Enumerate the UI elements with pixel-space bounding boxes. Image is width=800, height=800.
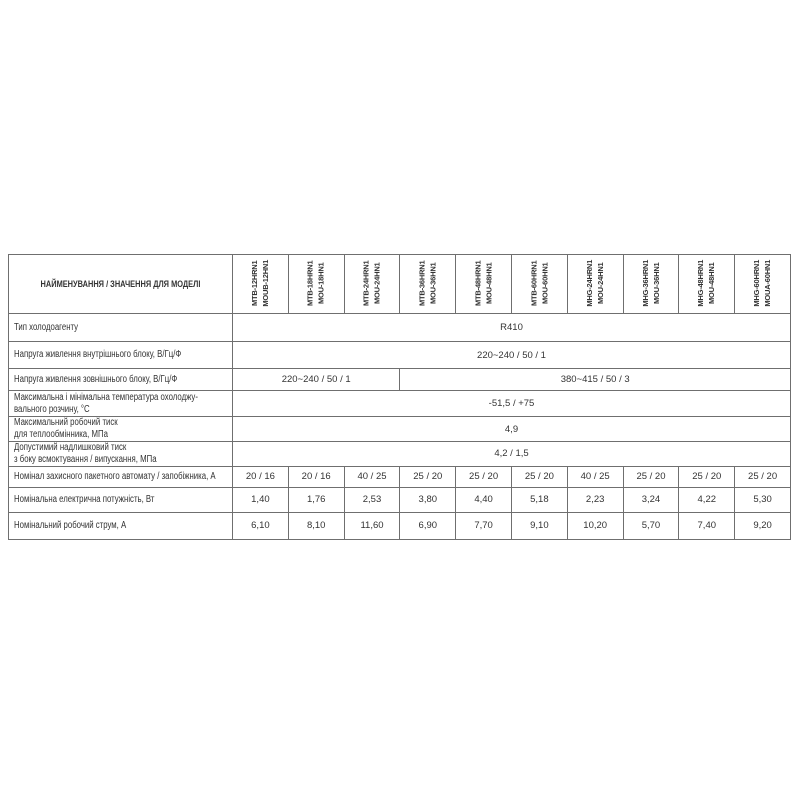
table-row xyxy=(9,391,791,417)
value-cell: R410 xyxy=(233,314,791,342)
value-cell: 7,40 xyxy=(679,512,735,539)
model-name-rotated: MTB-36HRN1 MOU-36HN1 xyxy=(417,260,438,306)
value-cell: 25 / 20 xyxy=(400,466,456,487)
row-label: Номінал захисного пакетного автомату / запобіжника, А xyxy=(9,466,233,487)
value-cell: 220~240 / 50 / 1 xyxy=(233,342,791,369)
model-column-header xyxy=(511,255,567,314)
value-cell: 1,76 xyxy=(288,487,344,512)
value-cell: 2,53 xyxy=(344,487,400,512)
value-cell: 5,18 xyxy=(511,487,567,512)
model-name-rotated: MHG-60HRN1 MOUA-60HN1 xyxy=(752,259,773,307)
model-name-rotated: MTB-48HRN1 MOU-48HN1 xyxy=(473,260,494,306)
table-row xyxy=(9,512,791,539)
corner-header-label: НАЙМЕНУВАННЯ / ЗНАЧЕННЯ ДЛЯ МОДЕЛІ xyxy=(40,278,201,290)
model-column-header xyxy=(735,255,791,314)
value-cell: 25 / 20 xyxy=(623,466,679,487)
model-column-header xyxy=(400,255,456,314)
value-cell: 25 / 20 xyxy=(456,466,512,487)
row-label: Напруга живлення зовнішнього блоку, В/Гц/Ф xyxy=(9,369,233,391)
value-cell: 25 / 20 xyxy=(511,466,567,487)
model-name-rotated: MTB-12HRN1 MOUB-12HN1 xyxy=(250,259,271,307)
value-cell: 5,70 xyxy=(623,512,679,539)
value-cell: 380~415 / 50 / 3 xyxy=(400,369,791,391)
row-label: Тип холодоагенту xyxy=(9,314,233,342)
value-cell: 1,40 xyxy=(233,487,289,512)
model-name-rotated: MHG-36HRN1 MOU-36HN1 xyxy=(640,259,661,307)
model-column-header xyxy=(288,255,344,314)
value-cell: 4,40 xyxy=(456,487,512,512)
value-cell: 25 / 20 xyxy=(679,466,735,487)
table-row xyxy=(9,369,791,391)
value-cell: 4,2 / 1,5 xyxy=(233,442,791,467)
table-row xyxy=(9,314,791,342)
model-column-header xyxy=(567,255,623,314)
model-column-header xyxy=(233,255,289,314)
table-row xyxy=(9,417,791,442)
value-cell: 40 / 25 xyxy=(344,466,400,487)
value-cell: 20 / 16 xyxy=(288,466,344,487)
model-name-rotated: MTB-60HRN1 MOU-60HN1 xyxy=(529,260,550,306)
value-cell: 3,24 xyxy=(623,487,679,512)
model-name-rotated: MHG-48HRN1 MOU-48HN1 xyxy=(696,259,717,307)
table-row xyxy=(9,466,791,487)
value-cell: 6,10 xyxy=(233,512,289,539)
table-row xyxy=(9,487,791,512)
row-label: Номінальний робочий струм, А xyxy=(9,512,233,539)
value-cell: 9,10 xyxy=(511,512,567,539)
value-cell: 2,23 xyxy=(567,487,623,512)
value-cell: 25 / 20 xyxy=(735,466,791,487)
value-cell: -51,5 / +75 xyxy=(233,391,791,417)
table-row xyxy=(9,442,791,467)
value-cell: 8,10 xyxy=(288,512,344,539)
value-cell: 3,80 xyxy=(400,487,456,512)
model-name-rotated: MTB-18HRN1 MOU-18HN1 xyxy=(305,260,327,306)
model-name-rotated: MTB-24HRN1 MOU-24HN1 xyxy=(361,260,382,306)
spec-table xyxy=(8,254,791,540)
model-column-header xyxy=(679,255,735,314)
header-row xyxy=(9,255,791,314)
row-label: Максимальний робочий тиск для теплообмінника, МПа xyxy=(9,417,233,442)
table-corner-header xyxy=(9,255,233,314)
value-cell: 6,90 xyxy=(400,512,456,539)
row-label: Допустимий надлишковий тиск з боку всмоктування / випускання, МПа xyxy=(9,442,233,467)
model-name-rotated: MHG-24HRN1 MOU-24HN1 xyxy=(584,259,606,307)
value-cell: 5,30 xyxy=(735,487,791,512)
value-cell: 20 / 16 xyxy=(233,466,289,487)
value-cell: 4,22 xyxy=(679,487,735,512)
row-label: Максимальна і мінімальна температура охолоджу- вального розчину, °С xyxy=(9,391,233,417)
model-column-header xyxy=(456,255,512,314)
row-label: Номінальна електрична потужність, Вт xyxy=(9,487,233,512)
model-column-header xyxy=(344,255,400,314)
value-cell: 4,9 xyxy=(233,417,791,442)
value-cell: 40 / 25 xyxy=(567,466,623,487)
value-cell: 7,70 xyxy=(456,512,512,539)
model-column-header xyxy=(623,255,679,314)
row-label: Напруга живлення внутрішнього блоку, В/Гц/Ф xyxy=(9,342,233,369)
table-row xyxy=(9,342,791,369)
value-cell: 9,20 xyxy=(735,512,791,539)
value-cell: 220~240 / 50 / 1 xyxy=(233,369,400,391)
value-cell: 10,20 xyxy=(567,512,623,539)
value-cell: 11,60 xyxy=(344,512,400,539)
